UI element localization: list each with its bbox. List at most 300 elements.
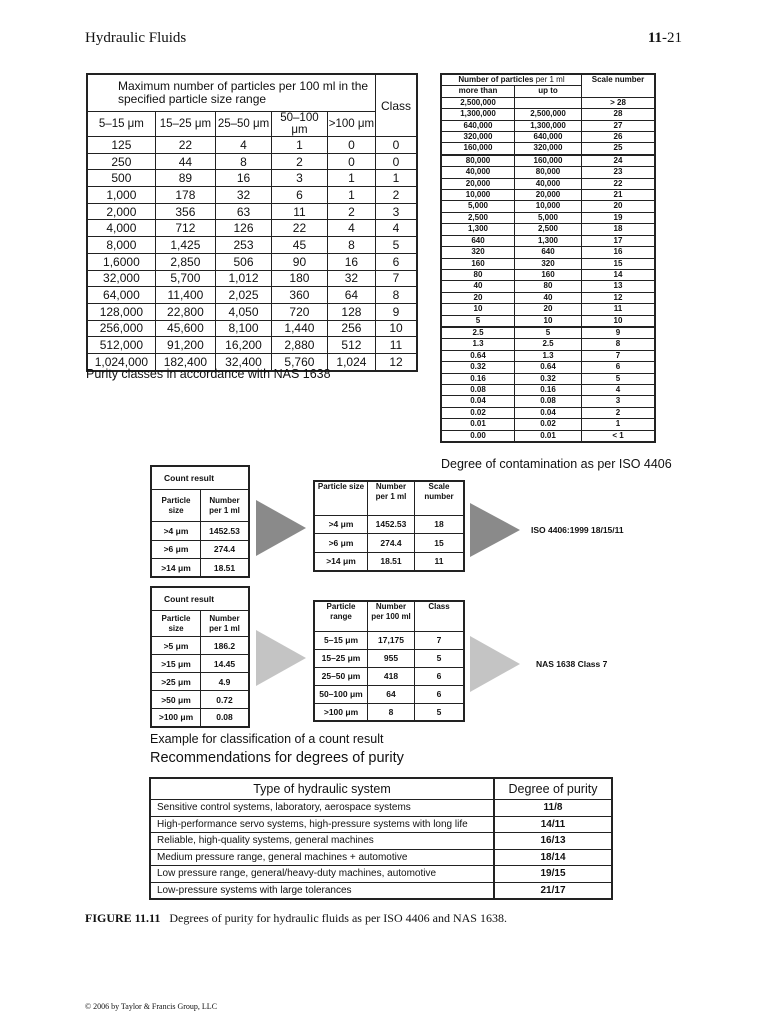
value-cell: >4 μm: [151, 522, 201, 541]
table-row: [441, 384, 655, 395]
count-cell: 0.04: [515, 407, 582, 418]
count-cell: 0: [327, 137, 375, 154]
table-row: [441, 258, 655, 269]
degree-cell: 16/13: [494, 833, 612, 850]
scale-cell: 6: [582, 362, 656, 373]
value-cell: 18.51: [368, 552, 415, 571]
table-row: [441, 327, 655, 339]
table-row: [314, 552, 464, 571]
count-cell: 2: [327, 203, 375, 220]
table-row: [151, 673, 249, 691]
table-row: [441, 430, 655, 442]
col-number: Number per 100 ml: [368, 601, 415, 631]
count-cell: 180: [272, 270, 328, 287]
count-cell: 506: [216, 253, 272, 270]
class-cell: 1: [376, 170, 418, 187]
table-row: [314, 534, 464, 553]
value-cell: >25 μm: [151, 673, 201, 691]
table-row: [87, 203, 417, 220]
table-row: [441, 281, 655, 292]
count-cell: 640: [441, 235, 515, 246]
count-cell: 10: [441, 304, 515, 315]
count-cell: 5,000: [515, 212, 582, 223]
count-cell: 320: [515, 258, 582, 269]
count-cell: 40,000: [515, 178, 582, 189]
col-number: Number per 1 ml: [368, 481, 415, 515]
class-cell: 12: [376, 353, 418, 370]
nas-subheader-row: [87, 112, 417, 137]
table-row: [87, 270, 417, 287]
count-cell: 11,400: [155, 287, 215, 304]
count-cell: 90: [272, 253, 328, 270]
count-cell: 32: [327, 270, 375, 287]
table-row: [441, 419, 655, 430]
count-cell: 64,000: [87, 287, 155, 304]
table-row: [441, 304, 655, 315]
count-cell: 2,850: [155, 253, 215, 270]
count-cell: 1,024: [327, 353, 375, 370]
value-cell: 274.4: [201, 540, 250, 559]
value-cell: 25–50 μm: [314, 667, 368, 685]
table-row: [441, 235, 655, 246]
arrow-right-icon: [470, 636, 520, 692]
count-cell: 356: [155, 203, 215, 220]
table-row: [314, 703, 464, 721]
table-row: [150, 833, 612, 850]
iso-example-result-table: [313, 480, 465, 572]
count-cell: 2,000: [87, 203, 155, 220]
scale-cell: > 28: [582, 97, 656, 108]
nas-caption: Purity classes in accordance with NAS 1638: [86, 367, 331, 381]
value-cell: 17,175: [368, 631, 415, 649]
running-header: [85, 30, 186, 47]
value-cell: 274.4: [368, 534, 415, 553]
arrow-right-icon: [256, 630, 306, 686]
count-cell: 2,500,000: [441, 97, 515, 108]
table-row: [151, 540, 249, 559]
col-system-type: Type of hydraulic system: [150, 778, 494, 800]
count-cell: 4,050: [216, 303, 272, 320]
scale-cell: 12: [582, 292, 656, 303]
count-cell: 0.64: [441, 350, 515, 361]
system-type-cell: Low pressure range, general/heavy-duty machines, automotive: [150, 866, 494, 883]
scale-cell: 21: [582, 190, 656, 201]
value-cell: 186.2: [201, 637, 250, 655]
scale-cell: 15: [582, 258, 656, 269]
table-row: [441, 109, 655, 120]
value-cell: 418: [368, 667, 415, 685]
table-row: [441, 247, 655, 258]
count-cell: 182,400: [155, 353, 215, 370]
count-cell: 2,025: [216, 287, 272, 304]
count-cell: 253: [216, 237, 272, 254]
nas-example-count-table: [150, 586, 250, 728]
value-cell: 7: [415, 631, 465, 649]
count-cell: 0.02: [515, 419, 582, 430]
value-cell: 5–15 μm: [314, 631, 368, 649]
scale-cell: 13: [582, 281, 656, 292]
count-cell: 712: [155, 220, 215, 237]
count-cell: 320: [441, 247, 515, 258]
figure-label: FIGURE 11.11: [85, 911, 161, 925]
scale-cell: 17: [582, 235, 656, 246]
value-cell: 4.9: [201, 673, 250, 691]
col-degree: Degree of purity: [494, 778, 612, 800]
count-cell: 0: [327, 153, 375, 170]
count-cell: 1,6000: [87, 253, 155, 270]
count-cell: 5: [441, 315, 515, 327]
scale-cell: 28: [582, 109, 656, 120]
count-cell: 8,100: [216, 320, 272, 337]
count-cell: 160,000: [515, 155, 582, 167]
value-cell: >15 μm: [151, 655, 201, 673]
scale-cell: 3: [582, 396, 656, 407]
count-cell: 16: [327, 253, 375, 270]
count-cell: 160: [441, 258, 515, 269]
count-cell: 1,300: [441, 224, 515, 235]
system-type-cell: Low-pressure systems with large tolerances: [150, 882, 494, 899]
count-cell: 22: [272, 220, 328, 237]
count-cell: 160,000: [441, 143, 515, 155]
table-row: [87, 287, 417, 304]
count-title: Count result: [151, 466, 249, 490]
count-cell: 640,000: [515, 132, 582, 143]
system-type-cell: Sensitive control systems, laboratory, aerospace systems: [150, 800, 494, 817]
table-row: [314, 649, 464, 667]
table-row: [314, 515, 464, 534]
iso-header-count: [441, 74, 582, 86]
count-cell: 5,000: [441, 201, 515, 212]
class-cell: 0: [376, 153, 418, 170]
scale-cell: 5: [582, 373, 656, 384]
nas-example-result-body: [314, 631, 464, 721]
table-row: [87, 337, 417, 354]
iso-header-per: per 1 ml: [533, 75, 565, 84]
degree-cell: 18/14: [494, 849, 612, 866]
scale-cell: 8: [582, 339, 656, 350]
count-cell: 40: [515, 292, 582, 303]
table-row: [151, 559, 249, 578]
recommendations-heading: Recommendations for degrees of purity: [150, 750, 404, 766]
table-row: [87, 303, 417, 320]
table-row: [441, 190, 655, 201]
count-cell: 0.08: [441, 384, 515, 395]
iso-contamination-table: [440, 73, 656, 443]
count-cell: 2,500: [515, 224, 582, 235]
scale-cell: 14: [582, 269, 656, 280]
value-cell: 15–25 μm: [314, 649, 368, 667]
table-row: [314, 667, 464, 685]
page-num: -21: [662, 30, 682, 46]
count-cell: 1,300,000: [515, 120, 582, 131]
table-row: [150, 849, 612, 866]
table-row: [87, 137, 417, 154]
class-cell: 4: [376, 220, 418, 237]
degree-cell: 11/8: [494, 800, 612, 817]
table-row: [441, 339, 655, 350]
count-cell: 10,000: [441, 190, 515, 201]
count-cell: 1,300,000: [441, 109, 515, 120]
scale-cell: 7: [582, 350, 656, 361]
scale-cell: 20: [582, 201, 656, 212]
iso-caption: Degree of contamination as per ISO 4406: [441, 457, 672, 471]
table-row: [87, 220, 417, 237]
table-row: [151, 691, 249, 709]
count-cell: 2,880: [272, 337, 328, 354]
figure-text: Degrees of purity for hydraulic fluids as per ISO 4406 and NAS 1638.: [169, 911, 507, 925]
count-cell: 1,024,000: [87, 353, 155, 370]
degree-cell: 21/17: [494, 882, 612, 899]
value-cell: 11: [415, 552, 465, 571]
count-cell: 0.02: [441, 407, 515, 418]
class-cell: 10: [376, 320, 418, 337]
scale-cell: 11: [582, 304, 656, 315]
value-cell: >100 μm: [314, 703, 368, 721]
nas-example-count-body: [151, 637, 249, 727]
value-cell: 18: [415, 515, 465, 534]
table-row: [441, 97, 655, 108]
count-cell: 80: [515, 281, 582, 292]
table-row: [441, 373, 655, 384]
table-row: [150, 882, 612, 899]
page-number: [648, 30, 682, 47]
count-cell: 1,300: [515, 235, 582, 246]
scale-cell: 2: [582, 407, 656, 418]
count-cell: 80,000: [441, 155, 515, 167]
scale-cell: 22: [582, 178, 656, 189]
table-row: [151, 655, 249, 673]
count-cell: 5,760: [272, 353, 328, 370]
count-cell: 1: [327, 187, 375, 204]
count-cell: 0.04: [441, 396, 515, 407]
count-cell: 250: [87, 153, 155, 170]
count-cell: 256: [327, 320, 375, 337]
count-cell: 8: [327, 237, 375, 254]
value-cell: 0.08: [201, 709, 250, 727]
count-cell: 63: [216, 203, 272, 220]
count-cell: 20: [441, 292, 515, 303]
count-cell: 80: [441, 269, 515, 280]
count-cell: 126: [216, 220, 272, 237]
table-row: [150, 816, 612, 833]
col-class: Class: [415, 601, 465, 631]
class-cell: 0: [376, 137, 418, 154]
count-cell: 20,000: [515, 190, 582, 201]
table-row: [314, 631, 464, 649]
count-cell: 10: [515, 315, 582, 327]
iso-example-count-table: [150, 465, 250, 578]
table-row: [87, 253, 417, 270]
table-row: [441, 350, 655, 361]
scale-cell: 19: [582, 212, 656, 223]
value-cell: >14 μm: [314, 552, 368, 571]
count-cell: 4: [327, 220, 375, 237]
count-cell: 0.32: [441, 362, 515, 373]
col-particle-size: Particle size: [314, 481, 368, 515]
count-cell: 45: [272, 237, 328, 254]
degree-cell: 19/15: [494, 866, 612, 883]
page-chapter: 11: [647, 30, 662, 46]
count-cell: 128,000: [87, 303, 155, 320]
scale-cell: 9: [582, 327, 656, 339]
arrow-right-icon: [256, 500, 306, 556]
count-cell: 32,400: [216, 353, 272, 370]
table-row: [441, 362, 655, 373]
table-row: [87, 237, 417, 254]
count-cell: 2,500,000: [515, 109, 582, 120]
figure-caption: [85, 911, 507, 926]
table-row: [441, 396, 655, 407]
iso-header-scale: Scale number: [582, 74, 656, 97]
iso-example-count-body: [151, 522, 249, 578]
count-cell: 40: [441, 281, 515, 292]
count-cell: 1,000: [87, 187, 155, 204]
table-row: [441, 407, 655, 418]
col-number: Number per 1 ml: [201, 490, 250, 522]
table-row: [150, 800, 612, 817]
count-cell: 1,425: [155, 237, 215, 254]
count-cell: 64: [327, 287, 375, 304]
count-cell: 1,440: [272, 320, 328, 337]
count-cell: 256,000: [87, 320, 155, 337]
scale-cell: 1: [582, 419, 656, 430]
col-number: Number per 1 ml: [201, 611, 250, 637]
count-cell: 128: [327, 303, 375, 320]
scale-cell: 25: [582, 143, 656, 155]
example-caption: Example for classification of a count result: [150, 732, 384, 746]
running-header-title: Hydraulic Fluids: [85, 30, 187, 46]
value-cell: 1452.53: [368, 515, 415, 534]
class-cell: 5: [376, 237, 418, 254]
nas-example-result-table: [313, 600, 465, 722]
count-cell: 16,200: [216, 337, 272, 354]
count-cell: 1.3: [515, 350, 582, 361]
count-cell: 512: [327, 337, 375, 354]
count-cell: 178: [155, 187, 215, 204]
degree-cell: 14/11: [494, 816, 612, 833]
count-cell: 3: [272, 170, 328, 187]
scale-cell: 10: [582, 315, 656, 327]
table-row: [87, 170, 417, 187]
count-cell: 10,000: [515, 201, 582, 212]
count-cell: 512,000: [87, 337, 155, 354]
table-row: [441, 178, 655, 189]
iso-example-result-body: [314, 515, 464, 571]
table-row: [150, 866, 612, 883]
count-cell: 1.3: [441, 339, 515, 350]
count-cell: [515, 97, 582, 108]
count-cell: 32,000: [87, 270, 155, 287]
scale-cell: 4: [582, 384, 656, 395]
count-cell: 160: [515, 269, 582, 280]
count-cell: 32: [216, 187, 272, 204]
count-cell: 20: [515, 304, 582, 315]
scale-cell: 27: [582, 120, 656, 131]
count-cell: 5: [515, 327, 582, 339]
count-cell: 2.5: [441, 327, 515, 339]
count-cell: 1: [327, 170, 375, 187]
system-type-cell: High-performance servo systems, high-pressure systems with long life: [150, 816, 494, 833]
count-cell: 1: [272, 137, 328, 154]
nas-purity-table: [86, 73, 418, 372]
system-type-cell: Reliable, high-quality systems, general machines: [150, 833, 494, 850]
count-cell: 0.01: [515, 430, 582, 442]
table-row: [87, 187, 417, 204]
scale-cell: < 1: [582, 430, 656, 442]
table-row: [441, 315, 655, 327]
count-cell: 16: [216, 170, 272, 187]
count-cell: 40,000: [441, 167, 515, 178]
class-cell: 6: [376, 253, 418, 270]
table-row: [441, 167, 655, 178]
arrow-right-icon: [470, 503, 520, 557]
value-cell: 50–100 μm: [314, 685, 368, 703]
table-row: [87, 320, 417, 337]
count-cell: 6: [272, 187, 328, 204]
value-cell: 5: [415, 649, 465, 667]
value-cell: 18.51: [201, 559, 250, 578]
table-row: [87, 153, 417, 170]
recommendations-table: [149, 777, 613, 900]
count-cell: 80,000: [515, 167, 582, 178]
count-cell: 720: [272, 303, 328, 320]
count-cell: 20,000: [441, 178, 515, 189]
count-cell: 500: [87, 170, 155, 187]
table-row: [151, 709, 249, 727]
count-cell: 11: [272, 203, 328, 220]
count-cell: 0.16: [515, 384, 582, 395]
table-row: [441, 269, 655, 280]
nas-body: [87, 137, 417, 371]
value-cell: >6 μm: [314, 534, 368, 553]
count-cell: 8: [216, 153, 272, 170]
nas-size-header: 50–100 μm: [272, 112, 328, 137]
value-cell: >5 μm: [151, 637, 201, 655]
class-cell: 3: [376, 203, 418, 220]
col-particle-size: Particle size: [151, 490, 201, 522]
iso-header-count-label: Number of particles: [458, 75, 534, 84]
table-row: [441, 201, 655, 212]
value-cell: >6 μm: [151, 540, 201, 559]
table-row: [441, 212, 655, 223]
nas-size-header: 25–50 μm: [216, 112, 272, 137]
value-cell: 955: [368, 649, 415, 667]
class-cell: 2: [376, 187, 418, 204]
col-scale: Scale number: [415, 481, 465, 515]
nas-header-class: Class: [376, 74, 418, 137]
count-cell: 0.08: [515, 396, 582, 407]
table-row: [441, 143, 655, 155]
value-cell: 15: [415, 534, 465, 553]
value-cell: 6: [415, 685, 465, 703]
count-cell: 22,800: [155, 303, 215, 320]
nas-size-header: 15–25 μm: [155, 112, 215, 137]
scale-cell: 23: [582, 167, 656, 178]
count-cell: 91,200: [155, 337, 215, 354]
nas-size-header: >100 μm: [327, 112, 375, 137]
count-cell: 125: [87, 137, 155, 154]
value-cell: 14.45: [201, 655, 250, 673]
nas-header-main: Maximum number of particles per 100 ml in the specified particle size range: [87, 74, 376, 112]
value-cell: >4 μm: [314, 515, 368, 534]
count-cell: 89: [155, 170, 215, 187]
value-cell: 0.72: [201, 691, 250, 709]
iso-header-upto: up to: [515, 86, 582, 97]
table-row: [441, 155, 655, 167]
count-cell: 5,700: [155, 270, 215, 287]
count-cell: 44: [155, 153, 215, 170]
scale-cell: 16: [582, 247, 656, 258]
